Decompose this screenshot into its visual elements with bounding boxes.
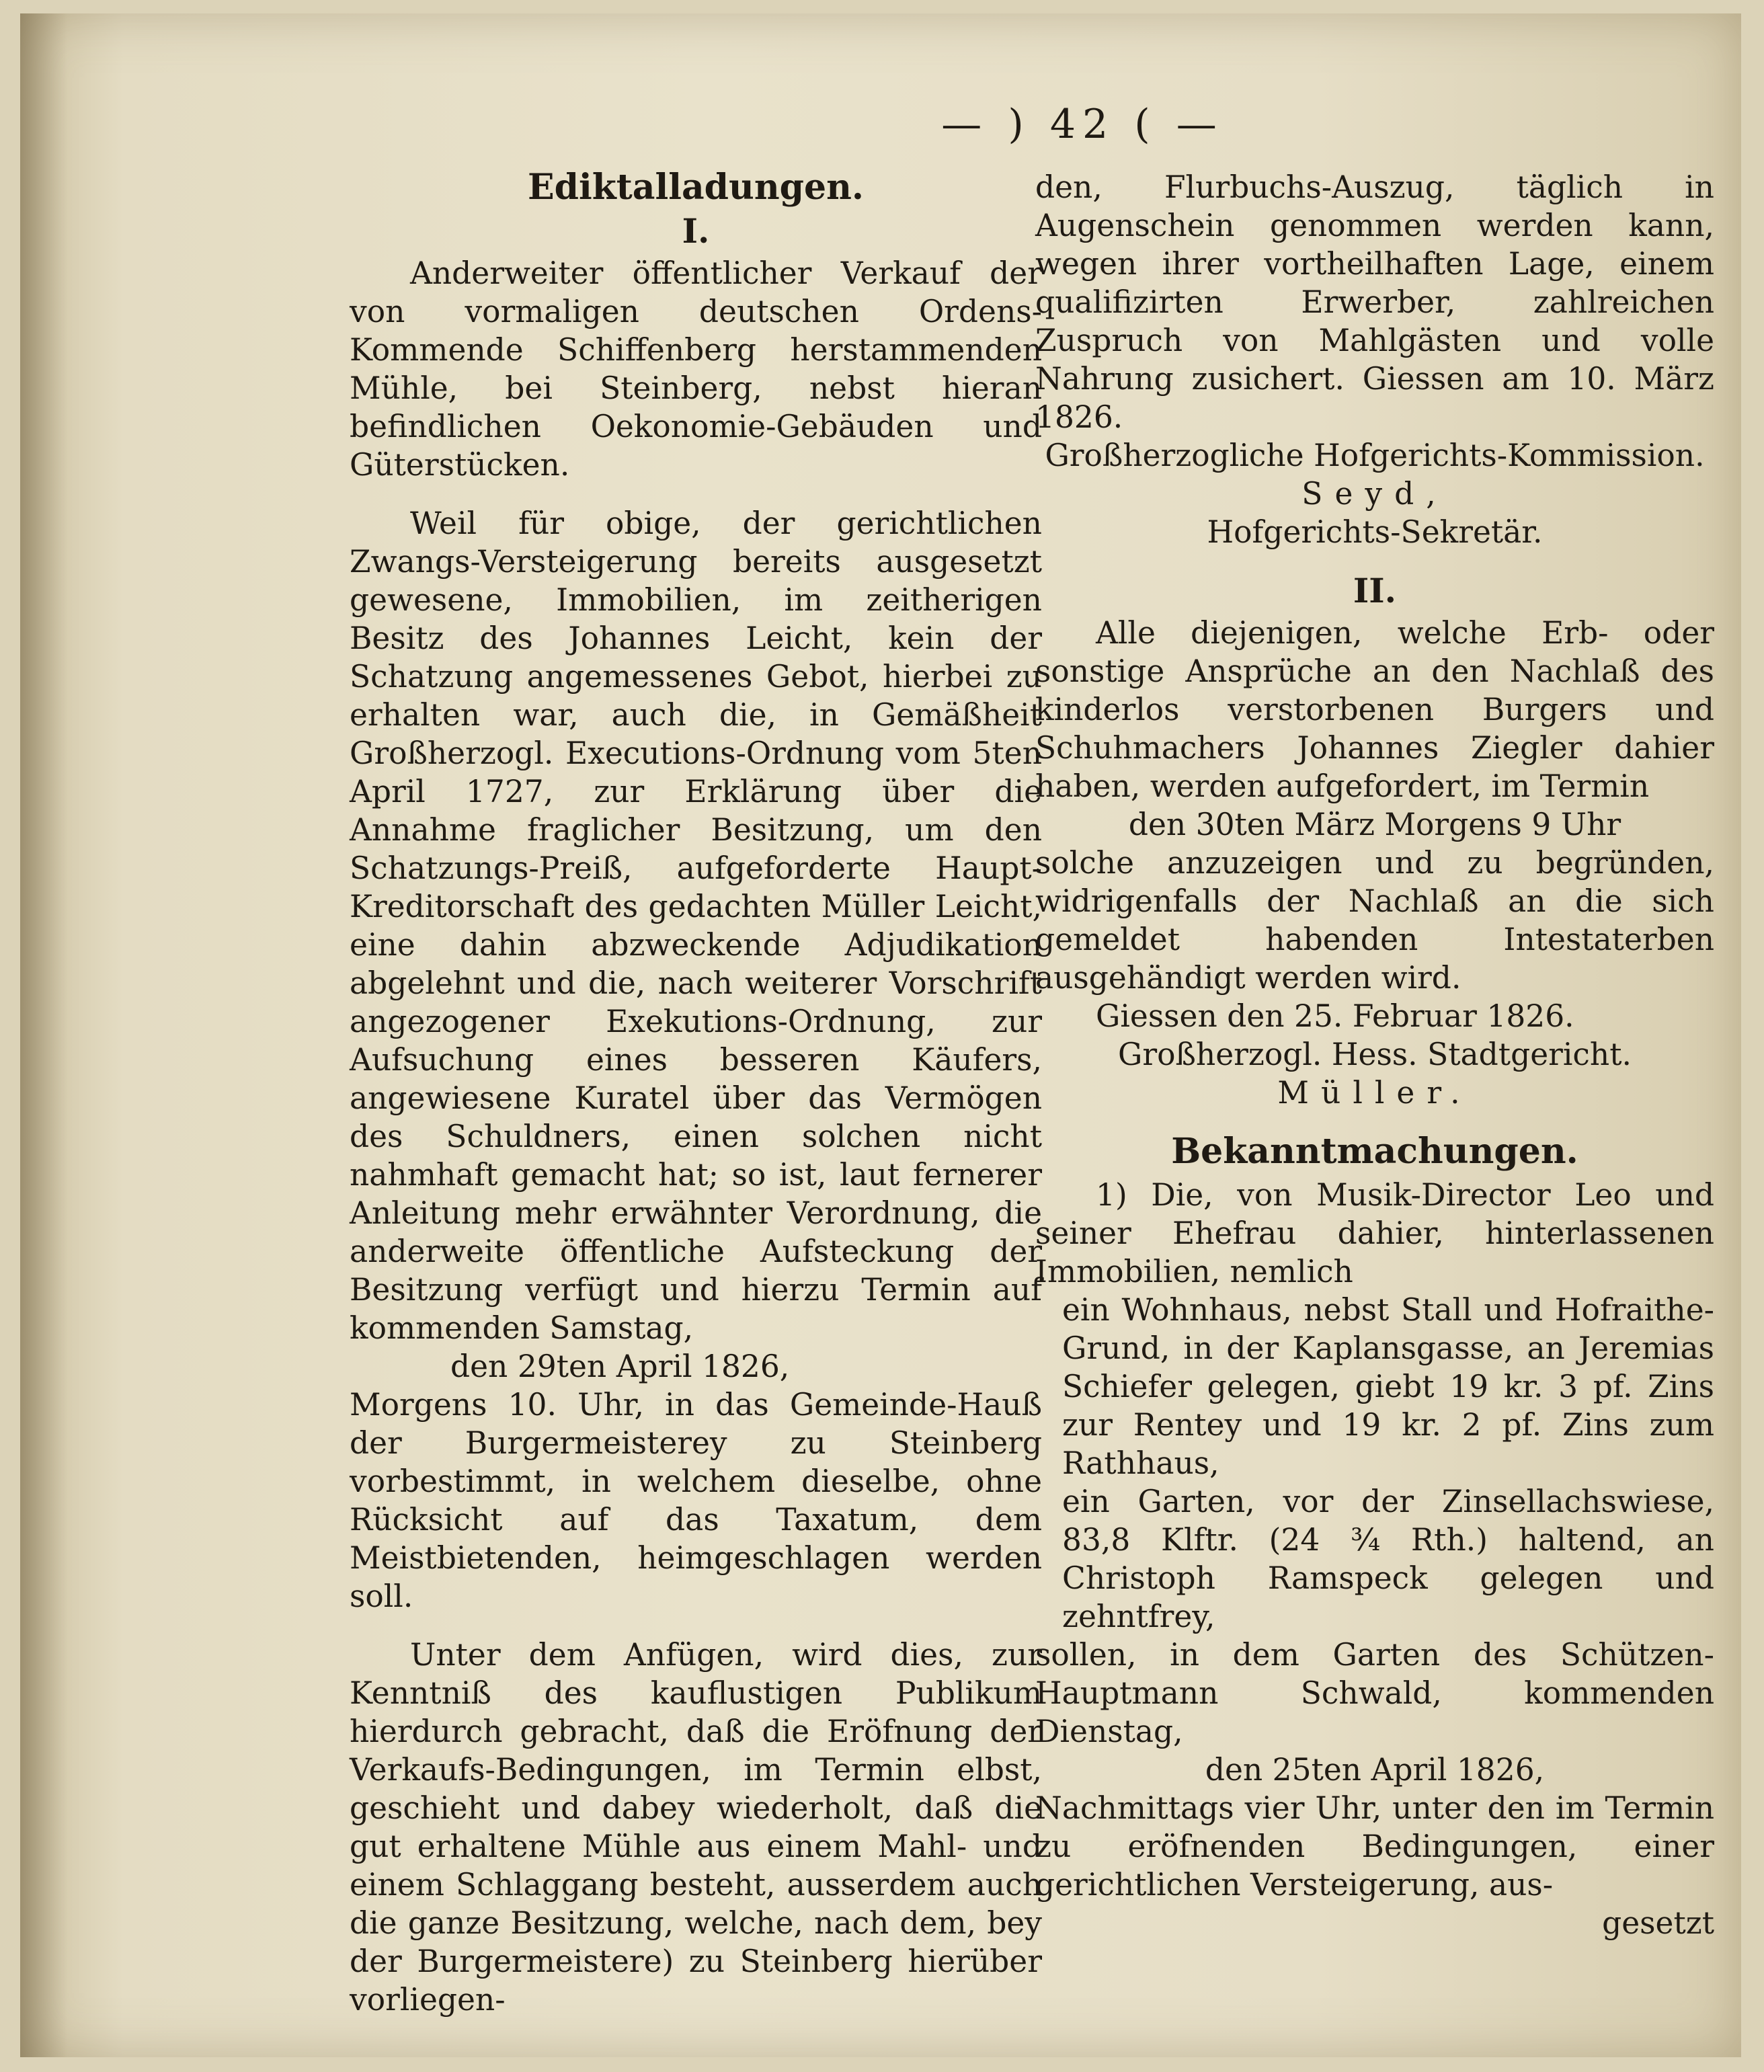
notice-3-paragraph: sollen, in dem Garten des Schützen-Hauptmann Schwald, kommenden Dienstag, — [1035, 1637, 1714, 1749]
section-heading-ediktalladungen: Ediktalladungen. — [527, 167, 865, 208]
section-numeral-2: II. — [1353, 571, 1397, 610]
notice-1-continuation: den, Flurbuchs-Auszug, täglich in Augenschein genommen werden kann, wegen ihrer vortheilhaften Lage, einem qualifizirten Erwerber, zahlreichen Zuspruch von Mahlgästen und volle Nahrung zusichert. Giessen am 10. März 1826. — [1035, 169, 1714, 435]
notice-1-paragraph-2: Morgens 10. Uhr, in das Gemeinde-Hauß der Burgermeisterey zu Steinberg vorbestimmt, in welchem dieselbe, ohne Rücksicht auf das Taxatum, dem Meistbietenden, heimgeschlagen werden soll. — [350, 1387, 1042, 1614]
signature-2-name: Müller. — [1277, 1075, 1472, 1111]
notice-2-date: den 30ten März Morgens 9 Uhr — [1128, 807, 1621, 842]
section-heading-bekanntmachungen: Bekanntmachungen. — [1171, 1131, 1578, 1172]
notice-3-date: den 25ten April 1826, — [1205, 1752, 1545, 1788]
notice-1-title: Anderweiter öffentlicher Verkauf der von vormaligen deutschen Ordens-Kommende Schiffenberg herstammenden Mühle, bei Steinberg, nebst hieran befindlichen Oekonomie-Gebäuden und Güterstücken. — [350, 255, 1042, 483]
notice-3-paragraph-cont: Nachmittags vier Uhr, unter den im Termin zu eröfnenden Bedingungen, einer gerichtlichen Versteigerung, aus- — [1035, 1790, 1714, 1903]
notice-3-intro: 1) Die, von Musik-Director Leo und seiner Ehefrau dahier, hinterlassenen Immobilien, nemlich — [1035, 1177, 1714, 1289]
notice-2-paragraph: Alle diejenigen, welche Erb- oder sonstige Ansprüche an den Nachlaß des kinderlos verstorbenen Burgers und Schuhmachers Johannes Ziegler dahier haben, werden aufgefordert, im Termin — [1035, 615, 1714, 804]
page-fold-shadow — [20, 13, 67, 2057]
signature-2-office: Großherzogl. Hess. Stadtgericht. — [1118, 1037, 1632, 1072]
newspaper-page — [20, 13, 1741, 2057]
catchword: gesetzt — [1602, 1905, 1714, 1941]
right-column — [1035, 168, 1714, 1942]
page-header: — ) 42 ( — — [941, 101, 1224, 148]
notice-1-date-line: den 29ten April 1826, — [450, 1349, 790, 1384]
notice-2-place-date: Giessen den 25. Februar 1826. — [1096, 998, 1574, 1034]
signature-1-name: Seyd, — [1301, 476, 1448, 512]
signature-1-office: Großherzogliche Hofgerichts-Kommission. — [1045, 438, 1705, 473]
notice-3-item-garden: ein Garten, vor der Zinsellachswiese, 83,8 Klftr. (24 ¾ Rth.) haltend, an Christoph Ramspeck gelegen und zehntfrey, — [1062, 1484, 1714, 1634]
notice-1-paragraph-1: Weil für obige, der gerichtlichen Zwangs-Versteigerung bereits ausgesetzt gewesene, Immobilien, im zeitherigen Besitz des Johannes Leicht, kein der Schatzung angemessenes Gebot, hierbei zu erhalten war, auch die, in Gemäßheit Großherzogl. Executions-Ordnung vom 5ten April 1727, zur Erklärung über die Annahme fraglicher Besitzung, um den Schatzungs-Preiß, aufgeforderte Haupt-Kreditorschaft des gedachten Müller Leicht, eine dahin abzweckende Adjudikation abgelehnt und die, nach weiterer Vorschrift angezogener Exekutions-Ordnung, zur Aufsuchung eines besseren Käufers, angewiesene Kuratel über das Vermögen des Schuldners, einen solchen nicht nahmhaft gemacht hat; so ist, laut fernerer Anleitung mehr erwähnter Verordnung, die anderweite öffentliche Aufsteckung der Besitzung verfügt und hierzu Termin auf kommenden Samstag, — [350, 506, 1042, 1346]
notice-3-item-house: ein Wohnhaus, nebst Stall und Hofraithe-Grund, in der Kaplansgasse, an Jeremias Schiefer gelegen, giebt 19 kr. 3 pf. Zins zur Rentey und 19 kr. 2 pf. Zins zum Rathhaus, — [1062, 1292, 1714, 1481]
notice-1-paragraph-3: Unter dem Anfügen, wird dies, zur Kenntniß des kauflustigen Publikum hierdurch gebracht, daß die Eröfnung der Verkaufs-Bedingungen, im Termin elbst, geschieht und dabey wiederholt, daß die gut erhaltene Mühle aus einem Mahl- und einem Schlaggang besteht, ausserdem auch die ganze Besitzung, welche, nach dem, bey der Burgermeistere) zu Steinberg hierüber vorliegen- — [350, 1637, 1042, 2018]
signature-1-title: Hofgerichts-Sekretär. — [1207, 514, 1543, 550]
section-numeral-1: I. — [682, 211, 710, 251]
notice-2-paragraph-cont: solche anzuzeigen und zu begründen, widrigenfalls der Nachlaß an die sich gemeldet habenden Intestaterben ausgehändigt werden wird. — [1035, 845, 1714, 996]
left-column — [350, 168, 1042, 2019]
